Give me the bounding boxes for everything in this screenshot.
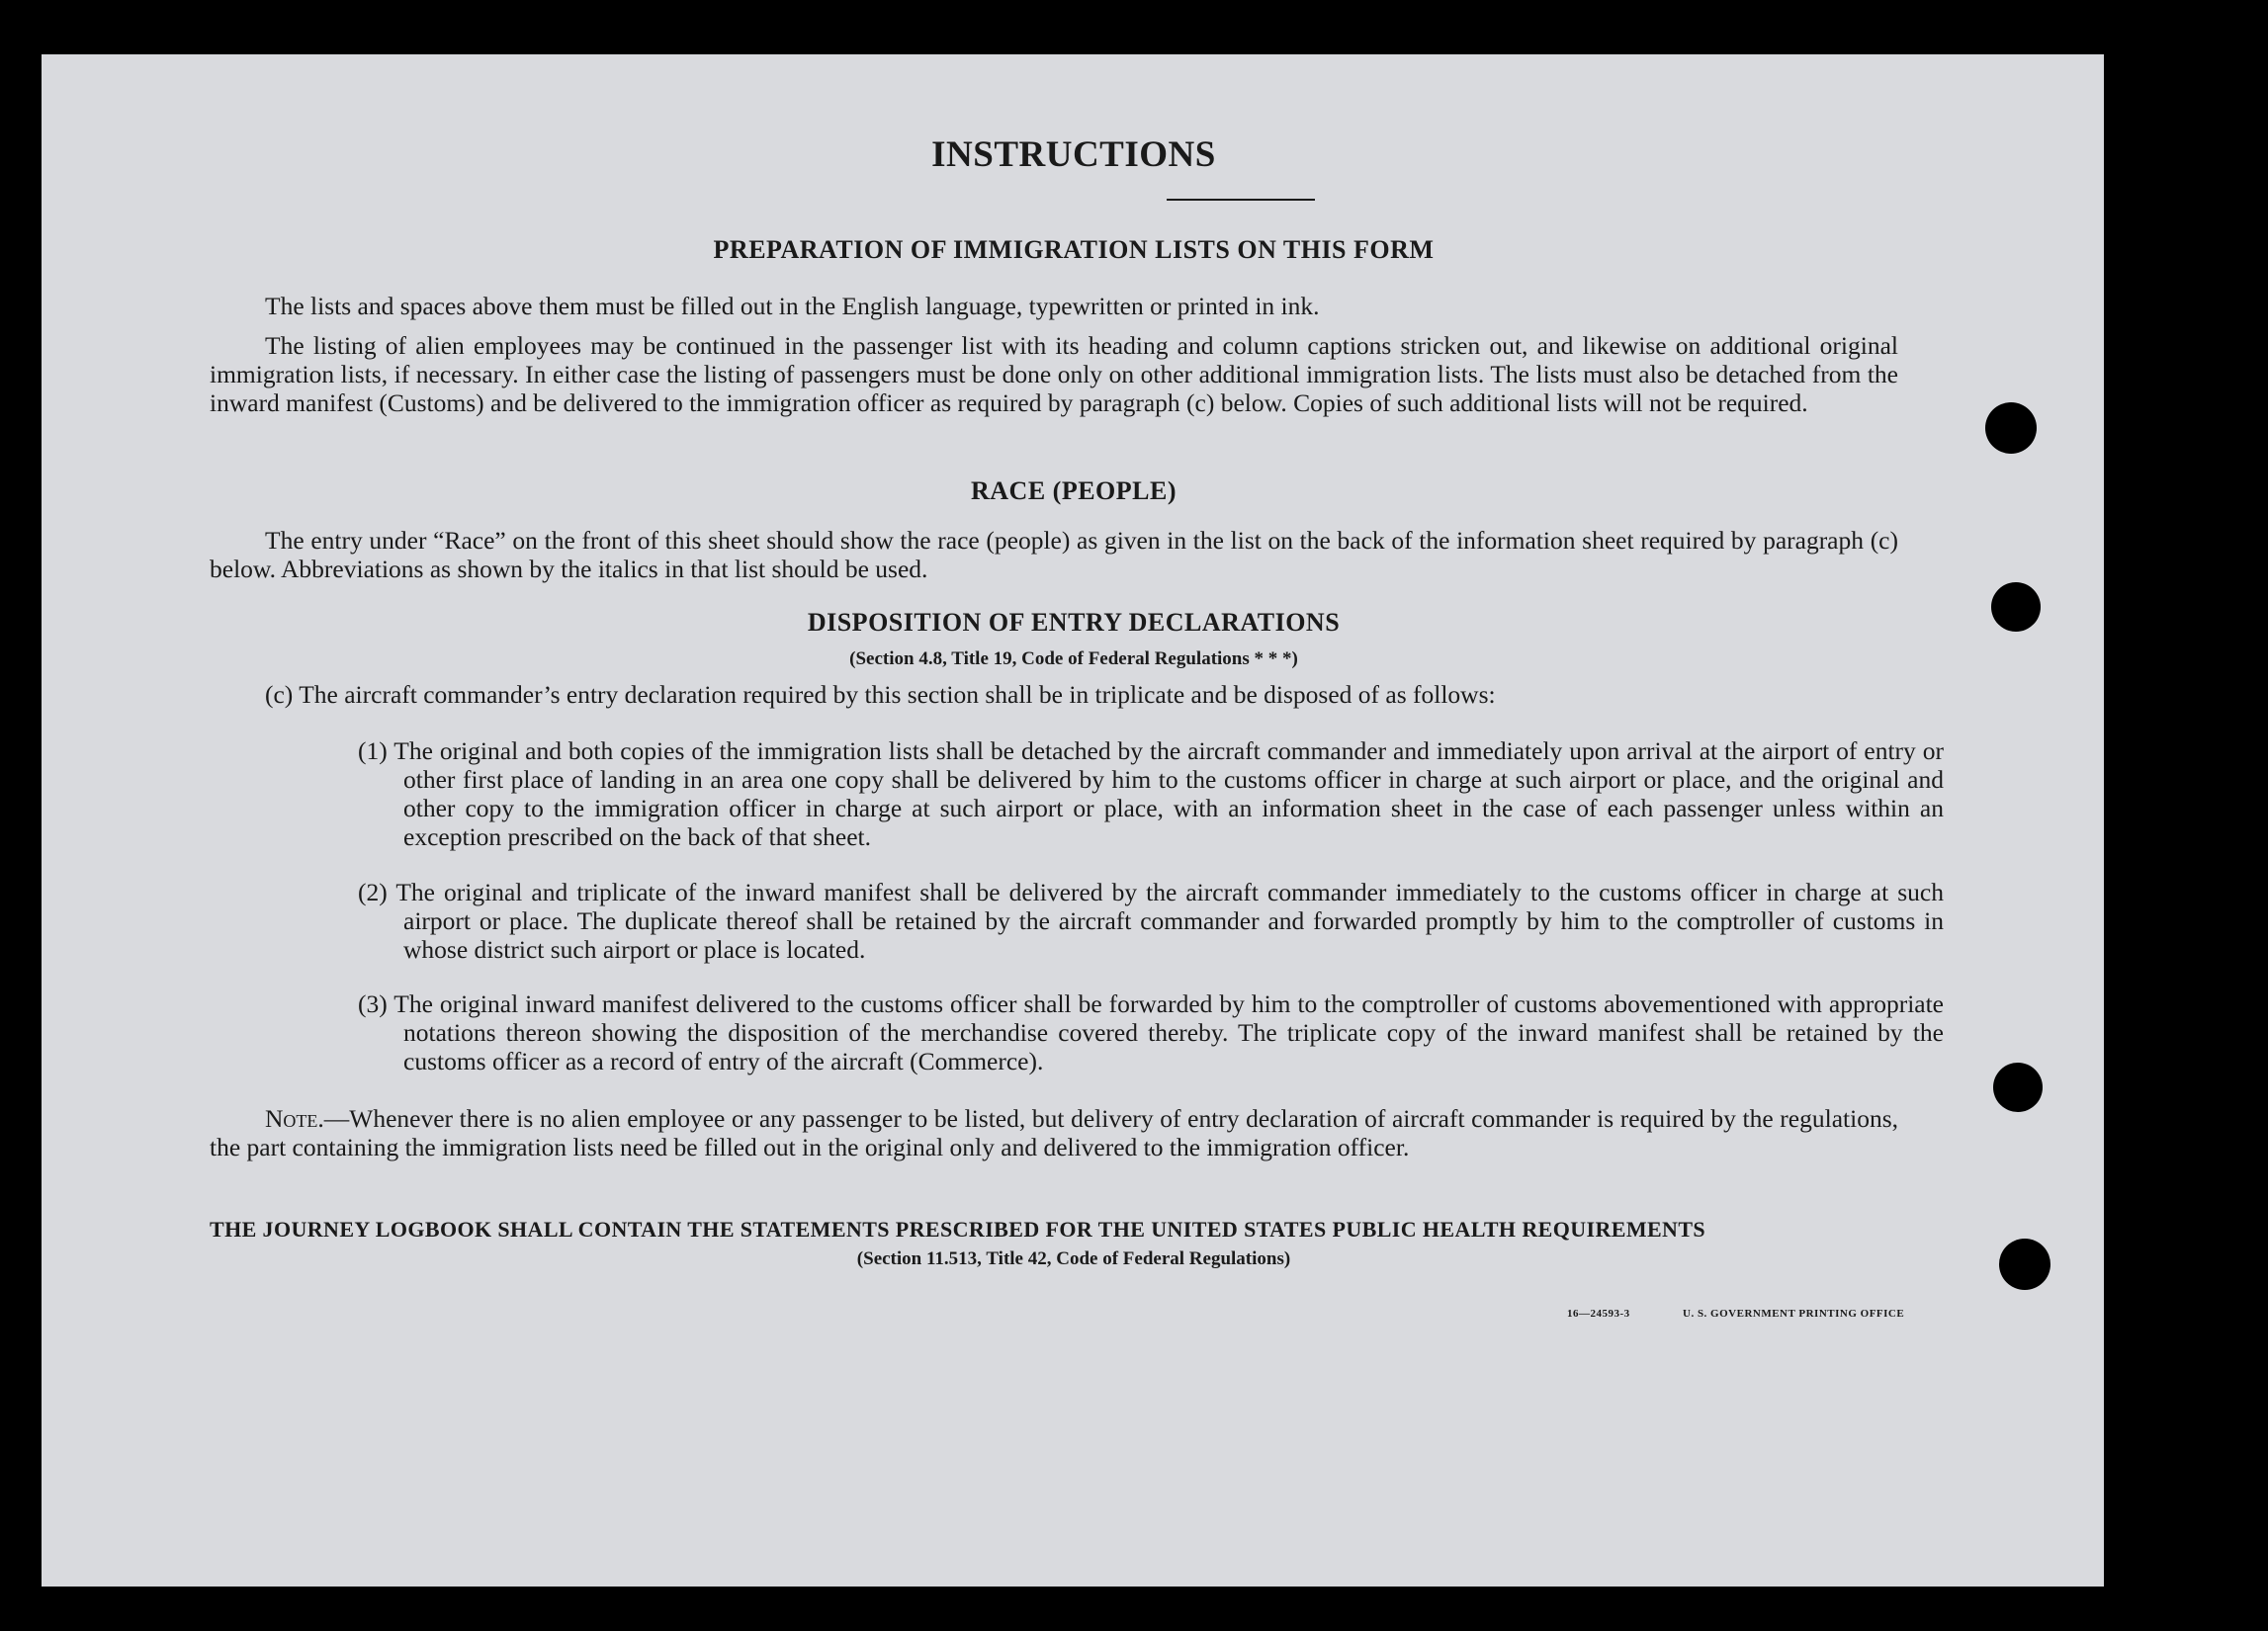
- punch-hole-1: [1985, 402, 2037, 454]
- section-heading-preparation: PREPARATION OF IMMIGRATION LISTS ON THIS FORM: [713, 235, 1435, 264]
- punch-hole-3: [1993, 1063, 2043, 1112]
- paragraph-disposition-intro: (c) The aircraft commander’s entry declaration required by this section shall be in triplicate and be disposed of as follows:: [265, 680, 1496, 709]
- punch-hole-4: [1999, 1239, 2050, 1290]
- document-sheet: [42, 54, 2104, 1587]
- page-title: INSTRUCTIONS: [931, 134, 1216, 175]
- punch-hole-2: [1991, 582, 2041, 632]
- paragraph-language: The lists and spaces above them must be filled out in the English language, typewritten or printed in ink.: [265, 292, 1320, 320]
- note-label: Note.: [265, 1104, 324, 1133]
- health-requirements-statement: THE JOURNEY LOGBOOK SHALL CONTAIN THE STATEMENTS PRESCRIBED FOR THE UNITED STATES PUBLIC HEALTH REQUIREMENTS: [210, 1217, 1706, 1242]
- list-item-3: (3) The original inward manifest delivered to the customs officer shall be forwarded by him to the comptroller of customs abovementioned with appropriate notations thereon showing the disposition of the merchandise covered thereby. The triplicate copy of the inward manifest shall be retained by the customs officer as a record of entry of the aircraft (Commerce).: [358, 989, 1944, 1075]
- title-underline: [1167, 199, 1315, 201]
- paragraph-note: [210, 1104, 1898, 1161]
- disposition-citation: (Section 4.8, Title 19, Code of Federal Regulations * * *): [849, 648, 1298, 669]
- section-heading-race: RACE (PEOPLE): [971, 476, 1177, 505]
- printer-imprint: U. S. GOVERNMENT PRINTING OFFICE: [1683, 1308, 1905, 1320]
- note-text: —Whenever there is no alien employee or any passenger to be listed, but delivery of entry declaration of aircraft commander is required by the regulations, the part containing the immigration lists need be filled out in the original only and delivered to the immigration officer.: [210, 1104, 1898, 1161]
- list-item-2: (2) The original and triplicate of the inward manifest shall be delivered by the aircraft commander immediately to the customs officer in charge at such airport or place. The duplicate thereof shall be retained by the aircraft commander and forwarded promptly by him to the comptroller of customs in whose district such airport or place is located.: [358, 878, 1944, 964]
- section-heading-disposition: DISPOSITION OF ENTRY DECLARATIONS: [807, 608, 1341, 637]
- paragraph-alien-employees: The listing of alien employees may be continued in the passenger list with its heading and column captions stricken out, and likewise on additional original immigration lists, if necessary. In either case the listing of passengers must be done only on other additional immigration lists. The lists must also be detached from the inward manifest (Customs) and be delivered to the immigration officer as required by paragraph (c) below. Copies of such additional lists will not be required.: [210, 331, 1898, 417]
- list-item-1: (1) The original and both copies of the immigration lists shall be detached by the aircraft commander and immediately upon arrival at the airport of entry or other first place of landing in an area one copy shall be delivered by him to the customs officer in charge at such airport or place, and the original and other copy to the immigration officer in charge at such airport or place, with an information sheet in the case of each passenger unless within an exception prescribed on the back of that sheet.: [358, 736, 1944, 851]
- paragraph-race: The entry under “Race” on the front of this sheet should show the race (people) as given in the list on the back of the information sheet required by paragraph (c) below. Abbreviations as shown by the italics in that list should be used.: [210, 526, 1898, 583]
- health-citation: (Section 11.513, Title 42, Code of Federal Regulations): [856, 1248, 1291, 1269]
- form-number: 16—24593-3: [1567, 1308, 1630, 1320]
